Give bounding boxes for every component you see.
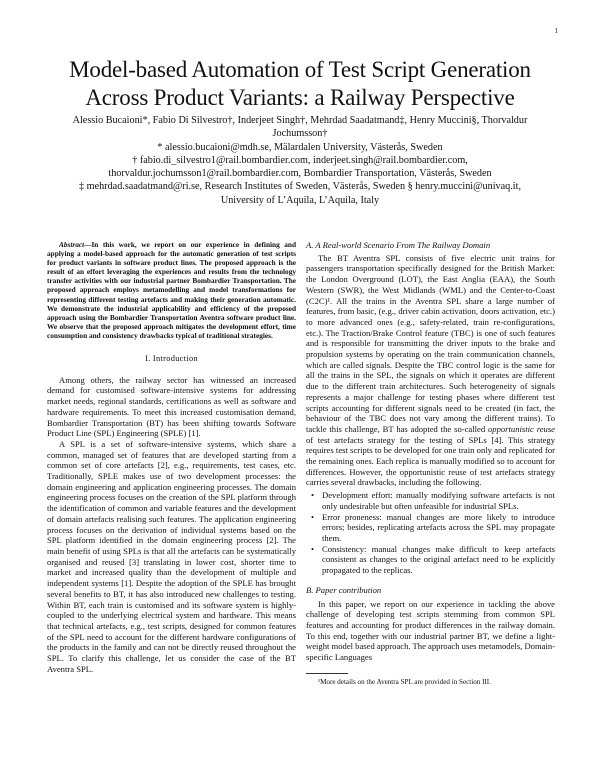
left-column — [47, 240, 296, 674]
list-item: • Development effort: manually modifying software artefacts is not only undesirable but often unfeasible for industrial SPLs. — [311, 490, 555, 511]
right-column — [306, 240, 555, 687]
title-line-2: Across Product Variants: a Railway Perspective — [85, 85, 515, 110]
footnote: ¹More details on the Aventra SPL are provided in Section III. — [318, 677, 491, 686]
contribution-paragraph: In this paper, we report on our experience in tackling the above challenge of developing test scripts stemming from common SPL features and accounting for product differences in the railway domain. To this end, together with our industrial partner BT, we define a light-weight model based approach. The approach uses metamodels, Domain-specific Languages — [306, 598, 555, 663]
affiliation-2: † fabio.di_silvestro1@rail.bombardier.com, inderjeet.singh@rail.bombardier.com, — [132, 154, 468, 166]
affiliation-3: thorvaldur.jochumsson1@rail.bombardier.com, Bombardier Transportation, Västerås, Sweden — [108, 168, 492, 180]
intro-paragraph-1: Among others, the railway sector has witnessed an increased demand for customised software-intensive systems for addressing market needs, regional standards, certifications as well as software and hardware requirements. To meet this increased customisation demand, Bombardier Transportation (BT) has been shifting towards Software Product Line (SPL) Engineering (SPLE) [1]. — [47, 374, 296, 439]
abstract — [47, 240, 296, 340]
scenario-emphasis: opportunistic reuse — [487, 423, 555, 434]
paper-title — [20, 56, 580, 112]
list-item: • Consistency: manual changes make difficult to keep artefacts consistent as changes to the original artefact need to be explicitly propagated to the replicas. — [311, 543, 555, 576]
bullet-icon: • — [311, 543, 315, 554]
page-number: 1 — [554, 27, 558, 35]
subsection-heading-b: B. Paper contribution — [306, 584, 382, 595]
affiliation-4: ‡ mehrdad.saadatmand@ri.se, Research Institutes of Sweden, Västerås, Sweden § henry.muccini@univaq.it, — [79, 181, 521, 193]
drawbacks-list — [306, 490, 555, 576]
affiliation-1: * alessio.bucaioni@mdh.se, Mälardalen University, Västerås, Sweden — [157, 141, 443, 153]
affiliation-5: University of L’Aquila, L’Aquila, Italy — [220, 194, 380, 206]
author-names: Alessio Bucaioni*, Fabio Di Silvestro†, Inderjeet Singh†, Mehrdad Saadatmand‡, Henry Muccini§, Thorvaldur — [72, 115, 528, 126]
title-line-1: Model-based Automation of Test Script Generation — [69, 57, 531, 82]
author-block — [20, 114, 580, 207]
scenario-paragraph — [306, 253, 555, 488]
section-heading-introduction: I. Introduction — [145, 354, 198, 364]
abstract-text: —In this work, we report on our experience in defining and applying a model-based approach for the automatic generation of test scripts for product variants in software product lines. The proposed approach is the result of an effort leveraging the experiences and results from the technology transfer activities with our industrial partner Bombardier Transportation. The proposed approach employs metamodelling and model transformations for representing different testing artefacts and making their generation automatic. We demonstrate the industrial applicability and efficiency of the proposed approach using the Bombardier Transportation Aventra software product line. We observe that the proposed approach mitigates the development effort, time consumption and consistency drawbacks typical of traditional strategies. — [47, 240, 296, 340]
author-names-cont: Jochumsson† — [272, 128, 328, 140]
bullet-icon: • — [311, 511, 315, 522]
abstract-label: Abstract — [59, 240, 85, 249]
scenario-text: The BT Aventra SPL consists of five electric unit trains for passengers transportation specifically designed for the British Market: the London Overground (LOT), the East Anglia (EAA), the South Western (SWR), the West Midlands (WML) and the Center-to-Coast (C2C)¹. All the trains in the Aventra SPL share a large number of features, from basic, (e.g., driver cabin activation, doors activation, etc.) to more advanced ones (e.g., safety-related, train re-configurations, etc.). The Traction/Brake Control feature (TBC) is one of such features and is responsible for transmitting the driver inputs to the brake and propulsion systems by operating on the train communication channels, which are called signals. Despite the TBC control logic is the same for all the trains in the SPL, the signals on which it operates are different due to the different train architectures. Such heterogeneity of signals represents a major challenge for testing phases where different test scripts accounting for different signals need to be created (in fact, the behaviour of the TBC does not vary among the different trains). To tackle this challenge, BT has adopted the so-called — [306, 252, 555, 434]
bullet-icon: • — [311, 490, 315, 501]
scenario-text-tail: of test artefacts strategy for the testing of SPLs [4]. This strategy requires test scripts to be developed for one train only and replicated for the remaining ones. Each replica is manually modified so to account for differences. However, the opportunistic reuse of test artefacts strategy carries several drawbacks, including the following. — [306, 434, 555, 488]
intro-paragraph-2: A SPL is a set of software-intensive systems, which share a common, managed set of features that are developed starting from a common set of core artefacts [2], e.g., requirements, test cases, etc. Traditionally, SPLE makes use of two development processes: the domain engineering and application engineering processes. The domain engineering process focuses on the creation of the SPL platform through the identification of common and variable features and the development of domain artefacts realising such features. The application engineering process focuses on the derivation of individual systems based on the SPL platform identified in the domain engineering process [2]. The main benefit of using SPLs is that all the artefacts can be systematically organised and reused [3] translating in lower cost, shorter time to market and increased quality than the development of multiple and independent systems [1]. Despite the adoption of the SPLE has brought several benefits to BT, it has also introduced new challenges to testing. Within BT, each train is customised and its software system is highly-coupled to the underlying electrical system and hardware. This means that technical artefacts, e.g., test scripts, designed for common features of the SPL need to account for the different hardware configurations of the products in the family and can not be directly reused throughout the SPL. To clarify this challenge, let us consider the case of the BT Aventra SPL. — [47, 438, 296, 674]
footnote-divider — [306, 673, 348, 674]
subsection-heading-a: A. A Real-world Scenario From The Railway Domain — [306, 240, 491, 250]
list-item: • Error proneness: manual changes are more likely to introduce errors; besides, replicating artefacts across the SPL may propagate them. — [311, 511, 555, 543]
